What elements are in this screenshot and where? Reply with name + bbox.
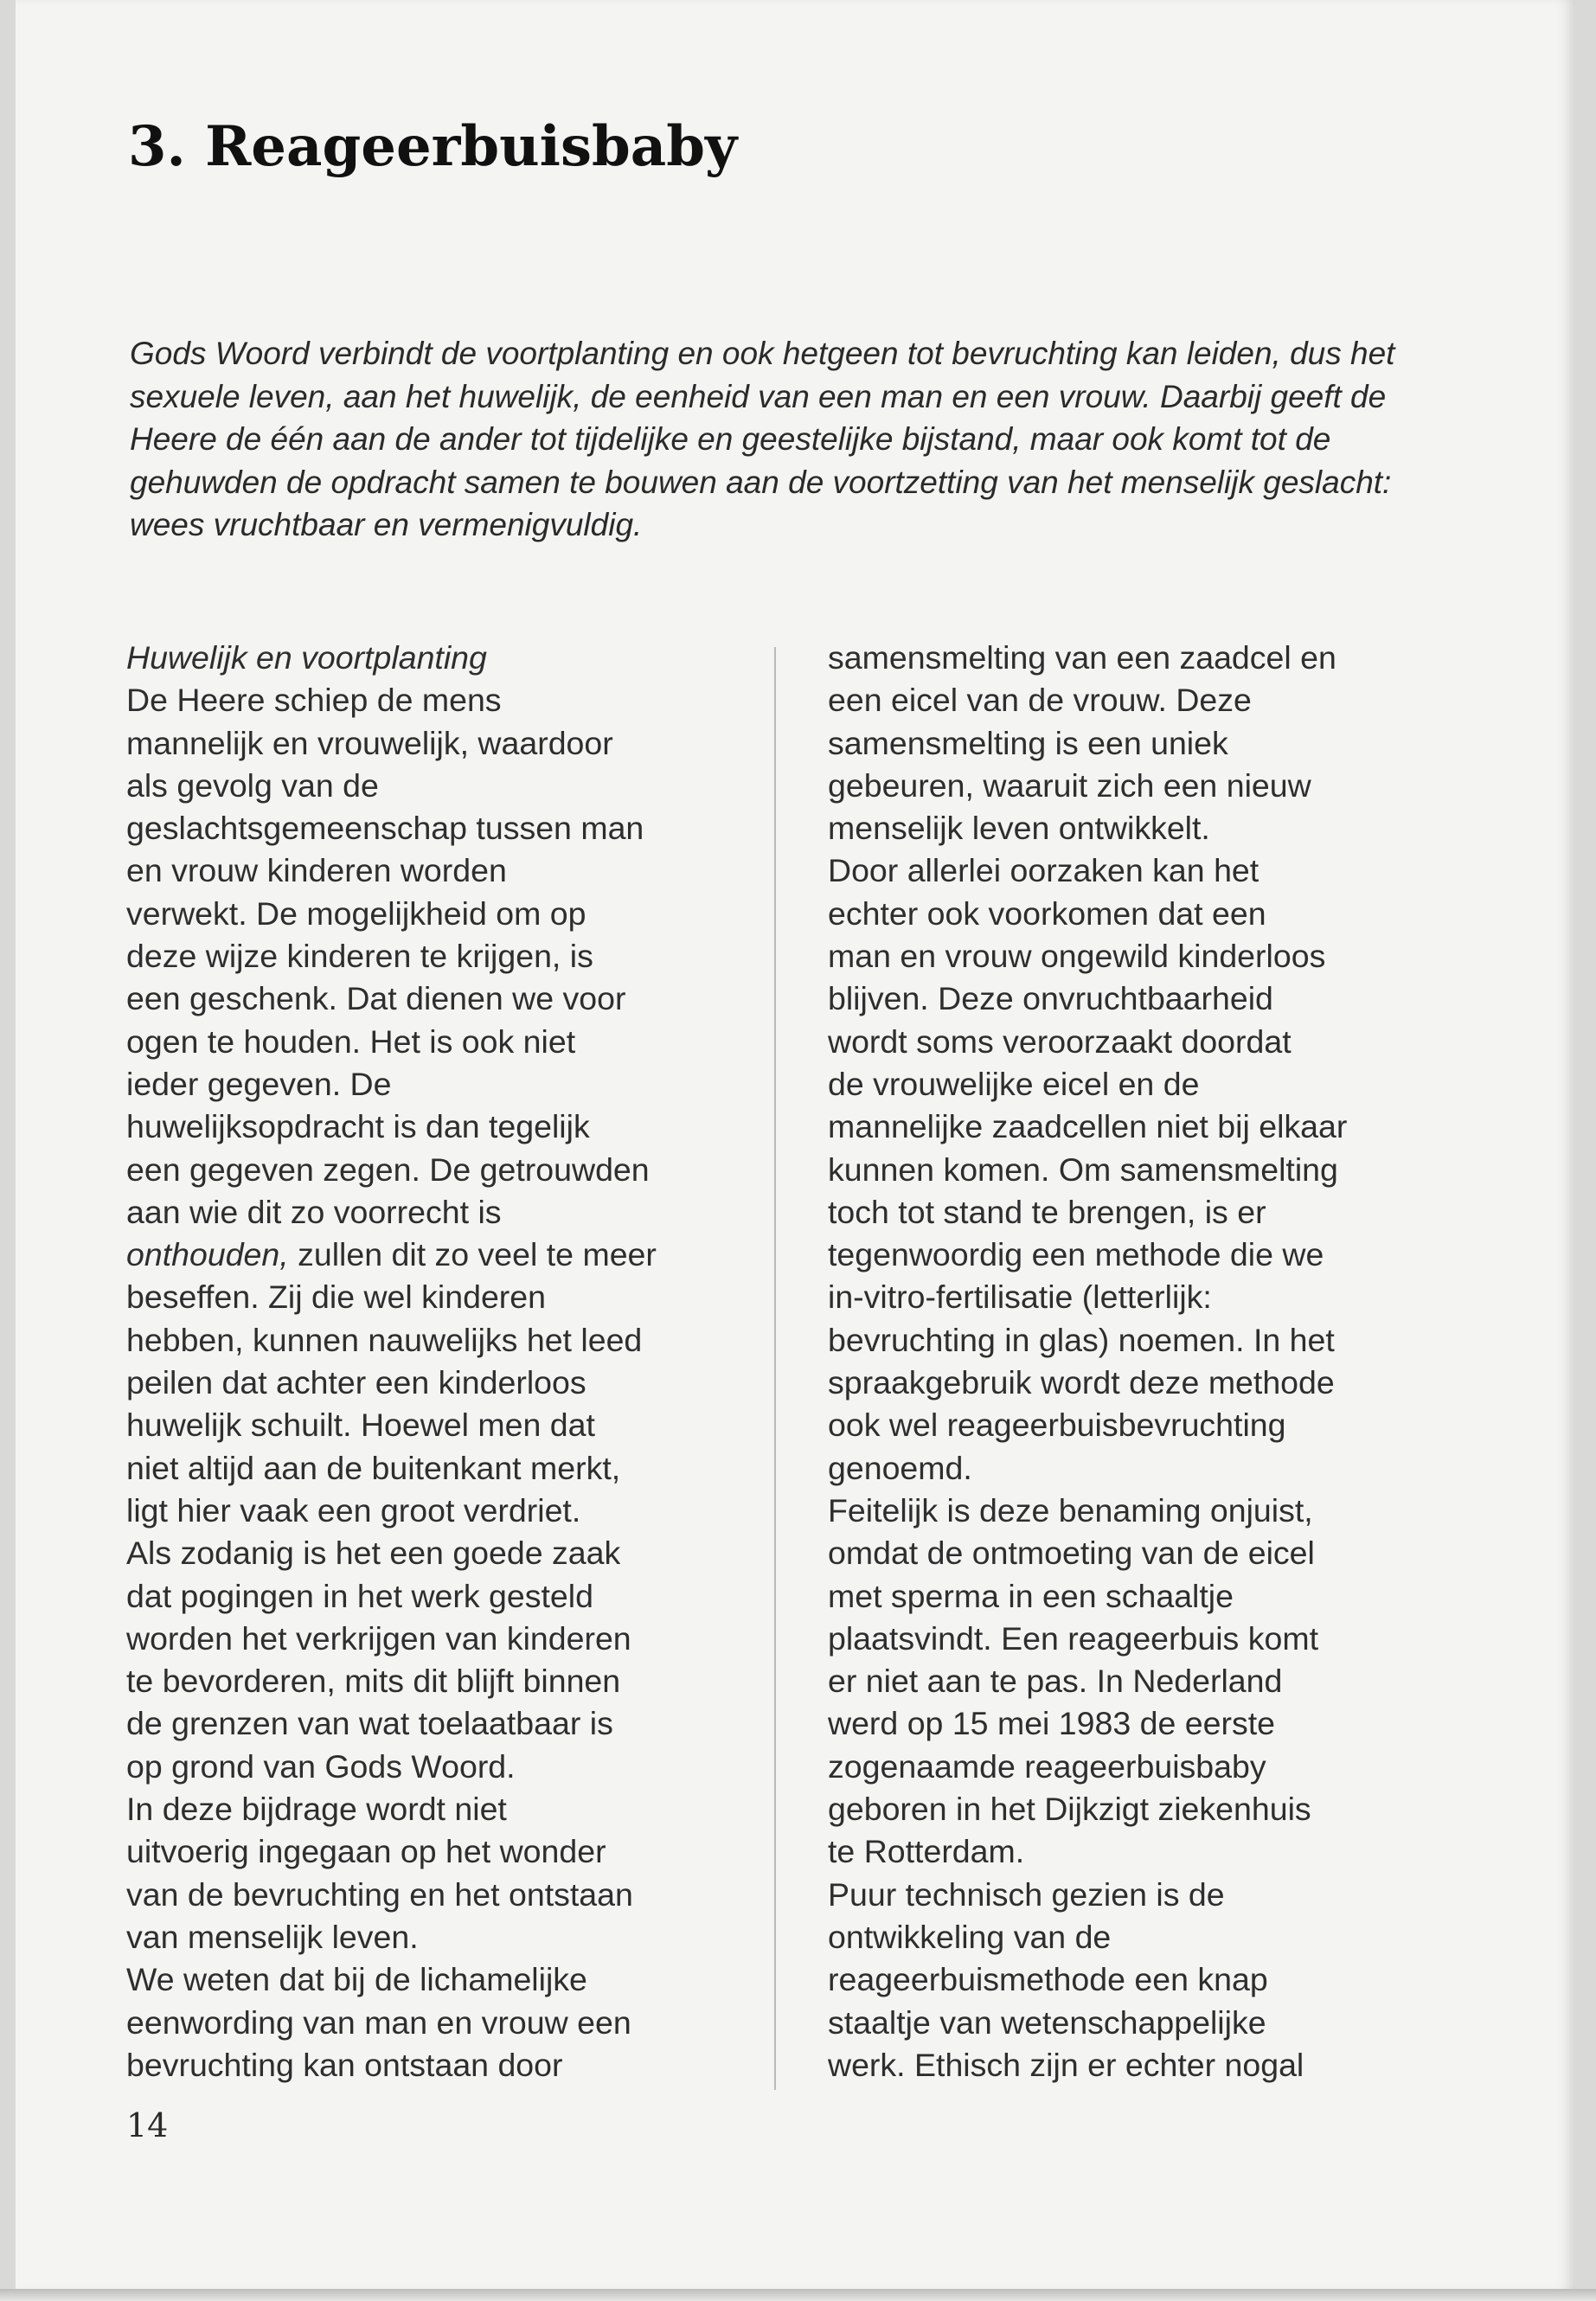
text-line: geboren in het Dijkzigt ziekenhuis xyxy=(828,1791,1311,1828)
text-line: huwelijk schuilt. Hoewel men dat xyxy=(126,1407,595,1444)
text-line: ontwikkeling van de xyxy=(828,1918,1112,1955)
text-line: een gegeven zegen. De getrouwden xyxy=(126,1150,650,1188)
text-line: werd op 15 mei 1983 de eerste xyxy=(828,1705,1275,1742)
text-line: worden het verkrijgen van kinderen xyxy=(126,1619,631,1657)
text-line: een geschenk. Dat dienen we voor xyxy=(126,980,626,1017)
text-line: mannelijke zaadcellen niet bij elkaar xyxy=(828,1108,1348,1145)
text-line: menselijk leven ontwikkelt. xyxy=(828,810,1210,847)
text-line: De Heere schiep de mens xyxy=(126,682,502,719)
text-line: Feitelijk is deze benaming onjuist, xyxy=(828,1491,1313,1529)
text-line: met sperma in een schaaltje xyxy=(828,1577,1234,1614)
text-line: eenwording van man en vrouw een xyxy=(126,2003,631,2041)
text-line: man en vrouw ongewild kinderloos xyxy=(828,938,1326,975)
text-line: beseffen. Zij die wel kinderen xyxy=(126,1279,547,1316)
text-line: samensmelting is een uniek xyxy=(828,724,1228,761)
text-line: ogen te houden. Het is ook niet xyxy=(126,1022,576,1060)
text-line: en vrouw kinderen worden xyxy=(126,852,507,889)
text-line: ligt hier vaak een groot verdriet. xyxy=(126,1491,581,1529)
text-line: omdat de ontmoeting van de eicel xyxy=(828,1535,1315,1572)
text-line: kunnen komen. Om samensmelting xyxy=(828,1150,1338,1188)
text-line: mannelijk en vrouwelijk, waardoor xyxy=(126,724,613,761)
text-line: van de bevruchting en het ontstaan xyxy=(126,1875,633,1913)
text-line: toch tot stand te brengen, is er xyxy=(828,1193,1266,1230)
text-line: We weten dat bij de lichamelijke xyxy=(126,1961,587,1998)
text-line: een eicel van de vrouw. Deze xyxy=(828,682,1252,719)
text-line: als gevolg van de xyxy=(126,766,379,804)
text-line: plaatsvindt. Een reageerbuis komt xyxy=(828,1619,1318,1657)
text-line: werk. Ethisch zijn er echter nogal xyxy=(828,2046,1304,2083)
text-line: echter ook voorkomen dat een xyxy=(828,894,1266,932)
text-line: ook wel reageerbuisbevruchting xyxy=(828,1407,1286,1444)
text-line: op grond van Gods Woord. xyxy=(126,1747,516,1785)
intro-paragraph: Gods Woord verbindt de voortplanting en ook hetgeen tot bevruchting kan leiden, dus het sexuele leven, aan het huwelijk, de eenheid van een man en een vrouw. Daarbij geeft de Heere de één aan de ander tot tijdelijke en geestelijke bijstand, maar ook komt tot de gehuwden de opdracht samen te bouwen aan de voortzetting van het menselijk geslacht: wees vruchtbaar en vermenigvuldig. xyxy=(130,336,1395,542)
text-line: niet altijd aan de buitenkant merkt, xyxy=(126,1449,621,1486)
chapter-title: 3. Reageerbuisbaby xyxy=(128,114,738,179)
text-line: reageerbuismethode een knap xyxy=(828,1961,1268,1998)
text-line: samensmelting van een zaadcel en xyxy=(828,639,1336,676)
text-line: aan wie dit zo voorrecht is xyxy=(126,1193,502,1230)
text-line: deze wijze kinderen te krijgen, is xyxy=(126,938,593,975)
text-line: er niet aan te pas. In Nederland xyxy=(828,1663,1283,1700)
text-line: Door allerlei oorzaken kan het xyxy=(828,852,1259,889)
text-line: Als zodanig is het een goede zaak xyxy=(126,1535,621,1572)
text-line: gebeuren, waaruit zich een nieuw xyxy=(828,766,1311,804)
page-number: 14 xyxy=(126,2106,169,2144)
text-line: geslachtsgemeenschap tussen man xyxy=(126,810,644,847)
text-line: spraakgebruik wordt deze methode xyxy=(828,1364,1335,1401)
text-line: bevruchting kan ontstaan door xyxy=(126,2046,563,2083)
text-fragment: zullen dit zo veel te meer xyxy=(288,1236,657,1273)
text-line: in-vitro-fertilisatie (letterlijk: xyxy=(828,1279,1212,1316)
text-line: blijven. Deze onvruchtbaarheid xyxy=(828,980,1273,1017)
text-line: huwelijksopdracht is dan tegelijk xyxy=(126,1108,590,1145)
text-line: de vrouwelijke eicel en de xyxy=(828,1065,1200,1102)
text-line: bevruchting in glas) noemen. In het xyxy=(828,1321,1335,1358)
text-line: de grenzen van wat toelaatbaar is xyxy=(126,1705,613,1742)
text-line: uitvoerig ingegaan op het wonder xyxy=(126,1833,606,1870)
text-line: staaltje van wetenschappelijke xyxy=(828,2003,1266,2041)
text-line: te bevorderen, mits dit blijft binnen xyxy=(126,1663,621,1700)
text-line: wordt soms veroorzaakt doordat xyxy=(828,1022,1292,1060)
left-column xyxy=(126,637,766,2086)
page-bottom-edge xyxy=(0,2289,1596,2301)
text-line: van menselijk leven. xyxy=(126,1918,419,1955)
text-line: ieder gegeven. De xyxy=(126,1065,392,1102)
text-line: peilen dat achter een kinderloos xyxy=(126,1364,586,1401)
section-heading: Huwelijk en voortplanting xyxy=(126,639,487,676)
emphasized-word: onthouden, xyxy=(126,1236,289,1273)
text-line: genoemd. xyxy=(828,1449,972,1486)
text-line: zogenaamde reageerbuisbaby xyxy=(828,1747,1266,1785)
text-line: tegenwoordig een methode die we xyxy=(828,1236,1324,1273)
right-column xyxy=(828,637,1451,2086)
text-line: hebben, kunnen nauwelijks het leed xyxy=(126,1321,643,1358)
text-line: Puur technisch gezien is de xyxy=(828,1875,1225,1913)
text-line-emphasis xyxy=(126,1234,766,1276)
text-line: In deze bijdrage wordt niet xyxy=(126,1791,507,1828)
text-line: dat pogingen in het werk gesteld xyxy=(126,1577,593,1614)
column-divider xyxy=(774,647,776,2090)
text-line: te Rotterdam. xyxy=(828,1833,1025,1870)
text-line: verwekt. De mogelijkheid om op xyxy=(126,894,586,932)
